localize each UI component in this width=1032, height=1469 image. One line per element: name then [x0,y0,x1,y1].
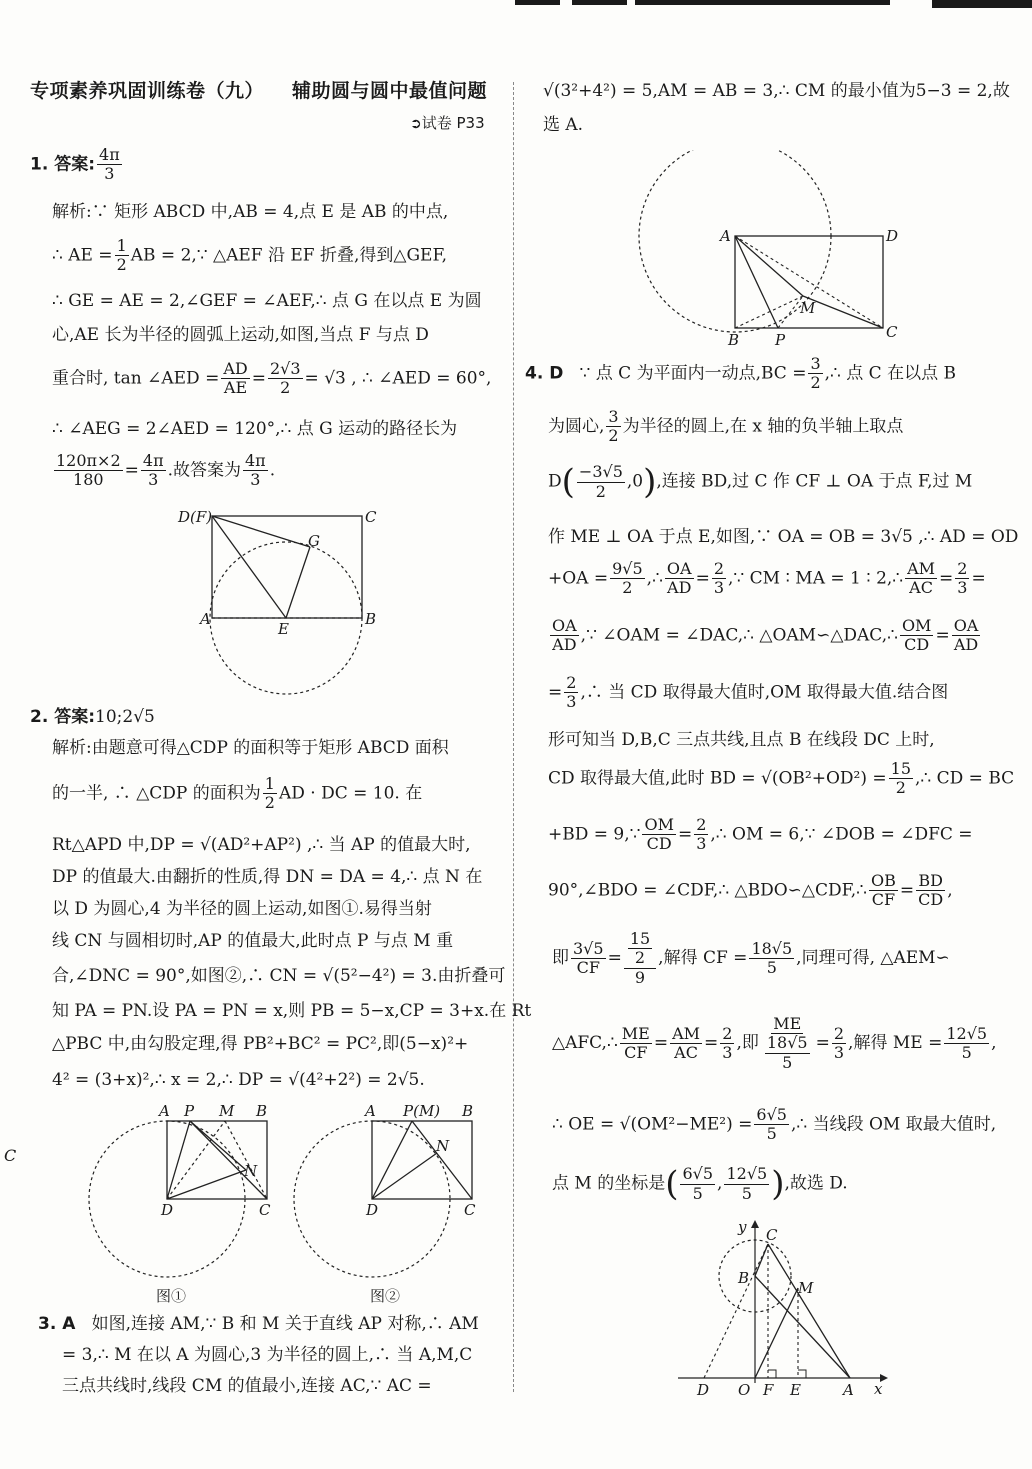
q2-fig1-label-c: C [259,1201,271,1219]
q1-ge [286,547,310,618]
q2-fig1-pc [190,1121,267,1199]
q2-fig1-pn [190,1121,246,1170]
q2-answer: 2. 答案:10;2√5 [30,707,155,727]
q1-label-e: E [278,620,289,638]
q3-figure [635,150,910,350]
q3-bm-dashed [735,296,803,328]
q2-figure-1 [80,1098,295,1308]
q2-line5: 以 D 为圆心,4 为半径的圆上运动,如图①.易得当射 [52,899,432,919]
q4-line5: +OA = $\frac{9√5}{2}$ ,∴ $\frac{OA}{AD}$ = $\frac{2}{3}$ ,∵ CM ∶ MA = 1 ∶ 2,∴ $\frac{AM}{AC}$ = $\frac{2}{3}$ = [548,559,986,598]
q4-line15: 点 M 的坐标是( $\frac{6√5}{5}$ , $\frac{12√5}{5}$ ),故选 D. [552,1164,848,1204]
q4-line10: +BD = 9,∵ $\frac{OM}{CD}$ = $\frac{2}{3}$ ,∴ OM = 6,∵ ∠DOB = ∠DFC = [548,815,973,854]
q2-line9: △PBC 中,由勾股定理,得 PB²+BC² = PC²,即(5−x)²+ [52,1034,469,1054]
q3-line5: 选 A. [543,115,584,135]
q4-figure [670,1218,900,1398]
q1-de [212,516,286,618]
top-bar-1 [515,0,560,5]
q4-line9: CD 取得最大值,此时 BD = √(OB²+OD²) = $\frac{15}{2}$ ,∴ CD = BC [548,759,1015,798]
q3-label-d: D [886,227,899,245]
q4-line2: 为圆心, $\frac{3}{2}$ 为半径的圆上,在 x 轴的负半轴上取点 [548,407,904,446]
column-divider [513,82,514,1392]
q4-line7: = $\frac{2}{3}$ ,∴ 当 CD 取得最大值时,OM 取得最大值.结合图 [548,673,949,712]
q2-fig1-label-d: D [161,1201,174,1219]
q4-bc [755,1244,768,1276]
q4-line14: ∴ OE = √(OM²−ME²) = $\frac{6√5}{5}$ ,∴ 当线段 OM 取最大值时, [552,1105,997,1144]
q1-dg [212,516,310,547]
q4-dc-dashed [704,1244,768,1378]
q1-answer: 1. 答案: $\frac{4\pi}{3}$ [30,145,120,184]
q2-fig2-label-b: B [462,1102,474,1120]
q2-fig2-label-a: A [365,1102,376,1120]
q1-rectangle [212,516,362,618]
q1-line7: $\frac{120\pi\times 2}{180}$ = $\frac{4\pi}{3}$ .故答案为 $\frac{4\pi}{3}$ . [56,451,276,490]
q4-label-m: M [798,1279,814,1297]
q2-fig1-dp [167,1121,190,1199]
q2-fig1-label-p: P [184,1102,195,1120]
q2-fig2-label-c: C [464,1201,476,1219]
q1-line5: 重合时, tan ∠AED = $\frac{AD}{AE}$ = $\frac{2√3}{2}$ = √3 , ∴ ∠AED = 60°, [52,359,492,398]
q4-label-y: y [738,1218,747,1236]
arrow-icon: ➲ [410,116,422,132]
q1-line2: ∴ AE = $\frac{1}{2}$ AB = 2,∵ △AEF 沿 EF 折叠,得到△GEF, [52,236,448,275]
q2-fig2-label-d: D [366,1201,379,1219]
q2-line4: DP 的值最大.由翻折的性质,得 DN = DA = 4,∴ 点 N 在 [52,867,483,887]
q4-line13: △AFC,∴ $\frac{ME}{CF}$ = $\frac{AM}{AC}$ = $\frac{2}{3}$ ,即 $\frac{ME}{\frac{18√5}{5}}$ = $\frac{2}{3}$ ,解得 ME = $\frac{12√5}{5}$ , [552,1014,997,1072]
top-bar-3 [635,0,890,5]
q1-label-g: G [308,532,320,550]
q4-line8: 形可知当 D,B,C 三点共线,且点 B 在线段 DC 上时, [548,730,935,750]
margin-mark: C [4,1146,17,1165]
q4-label-o: O [738,1381,751,1398]
q4-line1: 4. D ∵ 点 C 为平面内一动点,BC = $\frac{3}{2}$ ,∴ 点 C 在以点 B [525,354,956,393]
q1-line6: ∴ ∠AEG = 2∠AED = 120°,∴ 点 G 运动的路径长为 [52,419,458,439]
top-bar-4 [932,0,1032,8]
q1-line3: ∴ GE = AE = 2,∠GEF = ∠AEF,∴ 点 G 在以点 E 为圆 [52,291,482,311]
q2-fig1-mc [225,1121,267,1199]
q2-fig1-label-n: N [244,1162,258,1180]
q2-fig2-caption: 图② [370,1287,401,1305]
q4-label-f: F [763,1381,774,1398]
q2-figure-2 [287,1098,502,1308]
top-bar-2 [572,0,627,5]
q4-line12: 即 $\frac{3√5}{CF}$ = $\frac{\frac{15}{2}}{9}$ ,解得 CF = $\frac{18√5}{5}$ ,同理可得, △AEM∽ [552,929,950,987]
q1-label-c: C [365,508,377,526]
q1-label-b: B [365,610,377,628]
q4-label-d: D [697,1381,710,1398]
q2-fig2-dp [372,1121,412,1199]
q1-label-a: A [200,610,211,628]
q4-line11: 90°,∠BDO = ∠CDF,∴ △BDO∽△CDF,∴ $\frac{OB}{CF}$ = $\frac{BD}{CD}$ , [548,871,953,910]
q2-fig2-label-n: N [436,1137,450,1155]
q2-fig2-label-pm: P(M) [403,1102,441,1120]
q2-fig2-pc [412,1121,472,1199]
q2-fig1-label-a: A [159,1102,170,1120]
q1-line1: 解析:∵ 矩形 ABCD 中,AB = 4,点 E 是 AB 的中点, [52,202,449,222]
q2-line3: Rt△APD 中,DP = √(AD²+AP²) ,∴ 当 AP 的值最大时, [52,835,471,855]
q3-line4: √(3²+4²) = 5,AM = AB = 3,∴ CM 的最小值为5−3 = 2,故 [543,81,1010,101]
q2-line10: 4² = (3+x)²,∴ x = 2,∴ DP = √(4²+2²) = 2√5. [52,1070,425,1090]
q1-figure [170,500,400,700]
q3-line2: = 3,∴ M 在以 A 为圆心,3 为半径的圆上,∴ 当 A,M,C [62,1345,473,1365]
q1-line4: 心,AE 长为半径的圆弧上运动,如图,当点 F 与点 D [52,325,429,345]
q4-label-b: B [738,1269,750,1287]
q3-label-a: A [720,227,731,245]
q2-fig1-label-m: M [219,1102,235,1120]
q4-label-x: x [874,1380,883,1398]
q4-label-a: A [843,1381,854,1398]
q2-fig1-label-b: B [256,1102,268,1120]
q2-line7: 合,∠DNC = 90°,如图②,∴ CN = √(5²−4²) = 3.由折叠可 [52,966,506,986]
q4-right-angle-f [768,1370,776,1378]
q2-fig1-dm [167,1121,225,1199]
q4-label-c: C [766,1226,778,1244]
q3-label-c: C [886,323,898,341]
q1-label-d: D(F) [178,508,213,526]
q2-fig2-rectangle [372,1121,472,1199]
q4-y-arrow [751,1220,759,1228]
q3-label-p: P [775,331,786,349]
q4-om [755,1288,798,1378]
q2-fig1-dn [167,1170,246,1199]
q2-line1: 解析:由题意可得△CDP 的面积等于矩形 ABCD 面积 [52,738,449,758]
page-title: 专项素养巩固训练卷（九） 辅助圆与圆中最值问题 [30,80,488,102]
q2-fig1-rectangle [167,1121,267,1199]
q4-line4: 作 ME ⊥ OA 于点 E,如图,∵ OA = OB = 3√5 ,∴ AD = OD [548,527,1019,547]
q2-line8: 知 PA = PN.设 PA = PN = x,则 PB = 5−x,CP = 3+x.在 Rt [52,1001,532,1021]
q2-fig2-dn [372,1153,437,1199]
q4-label-e: E [790,1381,801,1398]
q3-label-m: M [800,299,816,317]
q2-fig1-caption: 图① [156,1287,187,1305]
q2-line2: 的一半, ∴ △CDP 的面积为 $\frac{1}{2}$ AD · DC = 10. 在 [52,774,423,813]
q3-label-b: B [728,331,740,349]
q3-line3: 三点共线时,线段 CM 的值最小,连接 AC,∵ AC = [62,1376,432,1396]
q3-am [735,236,803,296]
page-reference: ➲试卷 P33 [410,114,485,132]
q4-line6: $\frac{OA}{AD}$ ,∵ ∠OAM = ∠DAC,∴ △OAM∽△DAC,∴ $\frac{OM}{CD}$ = $\frac{OA}{AD}$ [552,616,979,655]
q4-ca [768,1244,850,1378]
q4-right-angle-e [798,1370,806,1378]
q4-line3: D( $\frac{-3√5}{2}$ ,0),连接 BD,过 C 作 CF ⊥ OA 于点 F,过 M [548,462,973,502]
q3-line1: 3. A 如图,连接 AM,∵ B 和 M 关于直线 AP 对称,∴ AM [38,1314,479,1334]
q2-line6: 线 CN 与圆相切时,AP 的值最大,此时点 P 与点 M 重 [52,931,454,951]
